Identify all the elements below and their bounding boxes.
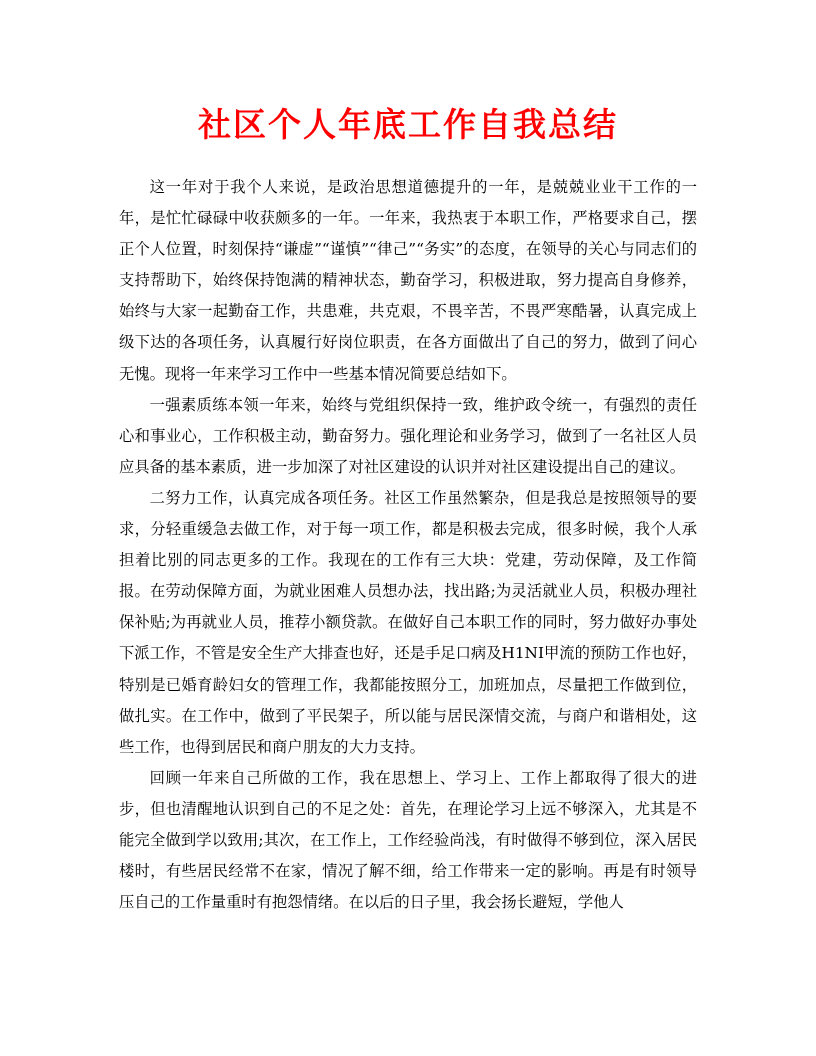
paragraph-review: 回顾一年来自己所做的工作，我在思想上、学习上、工作上都取得了很大的进步，但也清醒地认识到自己的不足之处：首先，在理论学习上远不够深入，尤其是不能完全做到学以致用;其次，在工作上，工作经验尚浅，有时做得不够到位，深入居民楼时，有些居民经常不在家，情况了解不细，给工作带来一定的影响。再是有时领导压自己的工作量重时有抱怨情绪。在以后的日子里，我会扬长避短，学他人 xyxy=(119,768,697,912)
paragraph-quality: 一强素质练本领一年来，始终与党组织保持一致，维护政令统一，有强烈的责任心和事业心，工作积极主动，勤奋努力。强化理论和业务学习，做到了一名社区人员应具备的基本素质，进一步加深了对社区建设的认识并对社区建设提出自己的建议。 xyxy=(119,395,697,476)
document-body xyxy=(119,172,697,918)
document-title: 社区个人年底工作自我总结 xyxy=(198,105,618,144)
paragraph-work: 二努力工作，认真完成各项任务。社区工作虽然繁杂，但是我总是按照领导的要求，分轻重缓急去做工作，对于每一项工作，都是积极去完成，很多时候，我个人承担着比别的同志更多的工作。我现在的工作有三大块：党建，劳动保障，及工作简报。在劳动保障方面，为就业困难人员想办法，找出路;为灵活就业人员，积极办理社保补贴;为再就业人员，推荐小额贷款。在做好自己本职工作的同时，努力做好办事处下派工作，不管是安全生产大排查也好，还是手足口病及H1NI甲流的预防工作也好，特别是已婚育龄妇女的管理工作，我都能按照分工，加班加点，尽量把工作做到位，做扎实。在工作中，做到了平民架子，所以能与居民深情交流，与商户和谐相处，这些工作，也得到居民和商户朋友的大力支持。 xyxy=(119,488,697,756)
paragraph-intro: 这一年对于我个人来说，是政治思想道德提升的一年，是兢兢业业干工作的一年，是忙忙碌碌中收获颇多的一年。一年来，我热衷于本职工作，严格要求自己，摆正个人位置，时刻保持“谦虚”“谨慎”“律己”“务实”的态度，在领导的关心与同志们的支持帮助下，始终保持饱满的精神状态，勤奋学习，积极进取，努力提高自身修养，始终与大家一起勤奋工作，共患难，共克艰，不畏辛苦，不畏严寒酷暑，认真完成上级下达的各项任务，认真履行好岗位职责，在各方面做出了自己的努力，做到了问心无愧。现将一年来学习工作中一些基本情况简要总结如下。 xyxy=(119,178,697,383)
